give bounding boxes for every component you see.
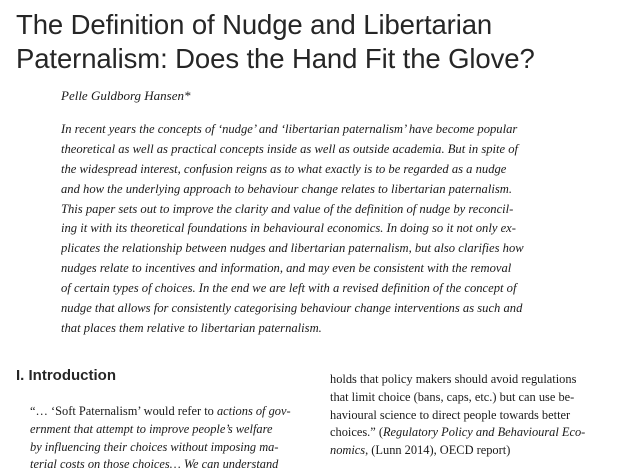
title-line: Paternalism: Does the Hand Fit the Glove? xyxy=(16,43,535,74)
abstract-line: nudge that allows for consistently categorising behaviour change interventions as such and xyxy=(61,301,523,316)
abstract-line: of certain types of choices. In the end we are left with a revised definition of the concept of xyxy=(61,281,517,296)
body-line xyxy=(330,424,620,442)
abstract-line: In recent years the concepts of ‘nudge’ and ‘libertarian paternalism’ have become popular xyxy=(61,122,518,136)
quote-text: “… ‘Soft Paternalism’ would refer to xyxy=(30,404,217,418)
intro-quote xyxy=(30,403,320,474)
paper-title xyxy=(16,8,621,76)
body-line xyxy=(330,442,620,460)
author-name: Pelle Guldborg Hansen* xyxy=(61,88,191,103)
body-line: havioural science to direct people towards better xyxy=(330,407,571,422)
body-line: holds that policy makers should avoid regulations xyxy=(330,372,577,386)
quote-emphasis: actions of gov- xyxy=(216,404,291,418)
quote-line: terial costs on those choices… We can understand xyxy=(30,457,279,472)
abstract-line: nudges relate to incentives and information, and may even be consistent with the removal xyxy=(61,261,512,276)
title-line: The Definition of Nudge and Libertarian xyxy=(16,9,493,40)
right-column-text xyxy=(330,371,620,460)
body-line: that limit choice (bans, caps, etc.) but can use be- xyxy=(330,389,575,404)
abstract-line: and how the underlying approach to behaviour change relates to libertarian paternalism. xyxy=(61,181,512,196)
body-text: , (Lunn 2014), OECD report) xyxy=(365,443,511,458)
quote-line: by influencing their choices without imposing ma- xyxy=(30,439,279,454)
body-text: choices.” ( xyxy=(330,425,383,440)
abstract-line: the widespread interest, confusion reigns as to what exactly is to be regarded as a nudge xyxy=(61,161,507,176)
section-heading: I. Introduction xyxy=(16,367,116,384)
abstract-line: This paper sets out to improve the clarity and value of the definition of nudge by reconcil- xyxy=(61,201,514,216)
abstract xyxy=(61,120,581,339)
report-title-cont: nomics xyxy=(330,443,366,458)
quote-line xyxy=(30,403,320,421)
quote-line: ernment that attempt to improve people’s welfare xyxy=(30,421,273,436)
abstract-line: plicates the relationship between nudges and libertarian paternalism, but also clarifies how xyxy=(61,241,524,256)
abstract-line: that places them relative to libertarian paternalism. xyxy=(61,320,322,335)
report-title: Regulatory Policy and Behavioural Eco- xyxy=(382,425,586,440)
abstract-line: ing it with its theoretical foundations in behavioural economics. In doing so it not only ex- xyxy=(61,221,516,236)
abstract-line: theoretical as well as practical concepts inside as well as outside academia. But in spite of xyxy=(61,141,519,156)
